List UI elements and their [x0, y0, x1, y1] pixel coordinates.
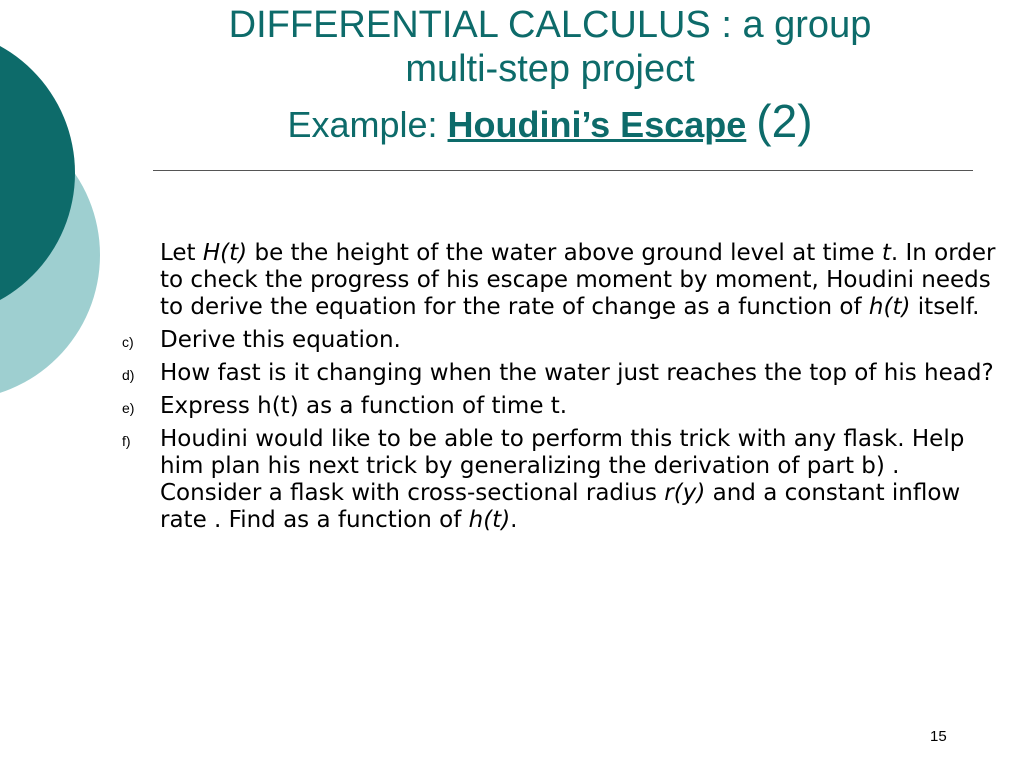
- list-item-text: [160, 426, 964, 533]
- list-item-c: [122, 327, 1000, 354]
- list-item-text: How fast is it changing when the water just reaches the top of his head?: [160, 360, 994, 386]
- intro-paragraph: [160, 240, 1000, 321]
- list-marker: e): [122, 400, 135, 416]
- list-marker: d): [122, 367, 135, 383]
- slide-title: [150, 4, 950, 148]
- title-emphasis: Houdini’s Escape: [447, 104, 747, 146]
- list-marker: f): [122, 433, 131, 449]
- title-line-2: multi-step project: [405, 47, 695, 90]
- item-f-text-2: and a constant inflow rate . Find as a function of: [160, 480, 961, 533]
- intro-text-3: . In order to check the progress of his escape moment by moment, Houdini needs to derive the equation for the rate of change as a function of: [160, 240, 996, 320]
- list-item-text: Express h(t) as a function of time t.: [160, 393, 568, 419]
- title-prefix: Example:: [287, 104, 448, 146]
- list-item-text: Derive this equation.: [160, 327, 401, 353]
- list-item-f: [122, 426, 1000, 534]
- intro-var-1: H(t): [202, 240, 248, 266]
- intro-var-3: h(t): [868, 294, 911, 320]
- intro-var-2: t: [881, 240, 891, 266]
- title-part-number: (2): [756, 95, 813, 148]
- intro-text-1: Let: [160, 240, 203, 266]
- list-item-d: [122, 360, 1000, 387]
- title-divider: [153, 170, 973, 171]
- item-f-var-1: r(y): [664, 480, 706, 506]
- list-item-e: [122, 393, 1000, 420]
- page-number: 15: [930, 728, 947, 745]
- item-f-var-2: h(t): [468, 507, 511, 533]
- slide-body: [110, 240, 1000, 534]
- title-line-1: DIFFERENTIAL CALCULUS : a group: [228, 4, 872, 46]
- title-line-3: [150, 95, 950, 148]
- item-f-text-1: Houdini would like to be able to perform this trick with any flask. Help him plan his next trick by generalizing the derivation of part b) . Consider a flask with cross-sectional radius: [160, 426, 965, 506]
- item-f-text-3: .: [510, 507, 518, 533]
- intro-text-4: itself.: [910, 294, 980, 320]
- intro-text-2: be the height of the water above ground level at time: [247, 240, 882, 266]
- list-marker: c): [122, 334, 134, 350]
